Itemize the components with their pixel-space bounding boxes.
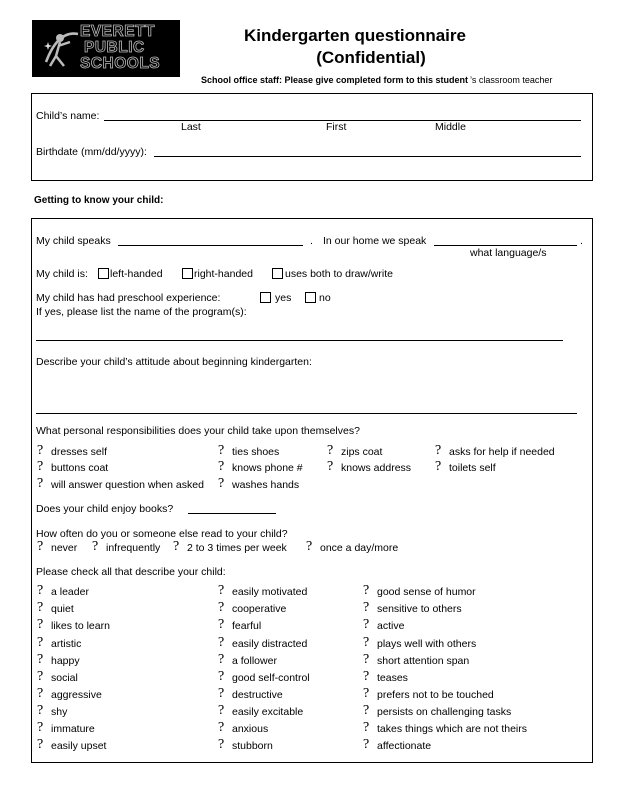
- responsibility-item: zips coat: [341, 446, 383, 458]
- trait-item: quiet: [51, 603, 74, 615]
- trait-checkbox[interactable]: ?: [37, 600, 44, 615]
- trait-item: short attention span: [377, 655, 470, 667]
- trait-checkbox[interactable]: ?: [218, 617, 225, 632]
- home-speak-dot: .: [580, 235, 583, 247]
- trait-item: destructive: [232, 689, 283, 701]
- responsibility-item: washes hands: [232, 479, 300, 491]
- responsibility-checkbox[interactable]: ?: [37, 459, 44, 474]
- getting-to-know-heading: Getting to know your child:: [34, 195, 164, 206]
- read-frequency-checkbox[interactable]: ?: [306, 539, 313, 554]
- home-speak-field[interactable]: [434, 245, 577, 246]
- trait-item: likes to learn: [51, 620, 110, 632]
- read-frequency-item: never: [51, 542, 78, 554]
- trait-checkbox[interactable]: ?: [37, 686, 44, 701]
- trait-checkbox[interactable]: ?: [363, 720, 370, 735]
- trait-checkbox[interactable]: ?: [218, 686, 225, 701]
- speaks-dot: .: [310, 235, 313, 247]
- trait-checkbox[interactable]: ?: [218, 583, 225, 598]
- program-label: If yes, please list the name of the program(s):: [36, 306, 247, 318]
- left-handed-checkbox[interactable]: [98, 268, 109, 279]
- trait-item: artistic: [51, 638, 82, 650]
- child-info-box: [31, 93, 593, 181]
- trait-item: good sense of humor: [377, 586, 476, 598]
- staff-note-tail: ’s classroom teacher: [470, 75, 553, 85]
- trait-checkbox[interactable]: ?: [363, 652, 370, 667]
- trait-item: anxious: [232, 723, 269, 735]
- speaks-field[interactable]: [118, 245, 303, 246]
- trait-item: affectionate: [377, 740, 432, 752]
- trait-checkbox[interactable]: ?: [218, 737, 225, 752]
- trait-item: good self-control: [232, 672, 310, 684]
- trait-checkbox[interactable]: ?: [218, 652, 225, 667]
- middle-label: Middle: [435, 121, 466, 133]
- trait-checkbox[interactable]: ?: [363, 635, 370, 650]
- trait-item: aggressive: [51, 689, 102, 701]
- star-figure-icon: [38, 26, 82, 70]
- trait-item: sensitive to others: [377, 603, 462, 615]
- responsibility-checkbox[interactable]: ?: [327, 443, 334, 458]
- responsibilities-label: What personal responsibilities does your child take upon themselves?: [36, 425, 360, 437]
- both-hands-label: uses both to draw/write: [285, 268, 393, 280]
- trait-checkbox[interactable]: ?: [218, 635, 225, 650]
- logo-line1: EVERETT: [80, 23, 155, 40]
- birthdate-label: Birthdate (mm/dd/yyyy):: [36, 146, 147, 158]
- staff-note: School office staff: Please give completed form to this student: [201, 75, 469, 85]
- trait-checkbox[interactable]: ?: [37, 583, 44, 598]
- trait-item: shy: [51, 706, 68, 718]
- preschool-yes-label: yes: [275, 292, 292, 304]
- trait-item: plays well with others: [377, 638, 477, 650]
- attitude-label: Describe your child’s attitude about beginning kindergarten:: [36, 356, 312, 368]
- trait-item: easily upset: [51, 740, 107, 752]
- attitude-field[interactable]: [36, 413, 577, 414]
- responsibility-item: dresses self: [51, 446, 108, 458]
- trait-checkbox[interactable]: ?: [37, 635, 44, 650]
- trait-item: prefers not to be touched: [377, 689, 494, 701]
- trait-checkbox[interactable]: ?: [37, 617, 44, 632]
- responsibility-checkbox[interactable]: ?: [435, 443, 442, 458]
- trait-item: social: [51, 672, 78, 684]
- describe-label: Please check all that describe your child:: [36, 566, 226, 578]
- trait-checkbox[interactable]: ?: [363, 617, 370, 632]
- language-sub-label: what language/s: [470, 247, 547, 259]
- responsibility-item: toilets self: [449, 462, 496, 474]
- responsibility-checkbox[interactable]: ?: [218, 476, 225, 491]
- trait-item: immature: [51, 723, 95, 735]
- preschool-no-checkbox[interactable]: [305, 292, 316, 303]
- books-label: Does your child enjoy books?: [36, 503, 174, 515]
- preschool-label: My child has had preschool experience:: [36, 292, 221, 304]
- speaks-label: My child speaks: [36, 235, 111, 247]
- responsibility-item: asks for help if needed: [449, 446, 555, 458]
- responsibility-item: knows phone #: [232, 462, 303, 474]
- logo-line3: SCHOOLS: [80, 55, 161, 72]
- responsibility-item: knows address: [341, 462, 412, 474]
- birthdate-field[interactable]: [154, 156, 581, 157]
- trait-checkbox[interactable]: ?: [37, 720, 44, 735]
- home-speak-label: In our home we speak: [323, 235, 427, 247]
- trait-item: happy: [51, 655, 80, 667]
- responsibility-item: will answer question when asked: [51, 479, 204, 491]
- read-frequency-checkbox[interactable]: ?: [92, 539, 99, 554]
- trait-checkbox[interactable]: ?: [363, 669, 370, 684]
- trait-checkbox[interactable]: ?: [363, 737, 370, 752]
- responsibility-checkbox[interactable]: ?: [327, 459, 334, 474]
- child-is-label: My child is:: [36, 268, 88, 280]
- read-frequency-checkbox[interactable]: ?: [173, 539, 180, 554]
- trait-item: a follower: [232, 655, 277, 667]
- logo-line2: PUBLIC: [84, 39, 145, 56]
- right-handed-label: right-handed: [194, 268, 253, 280]
- trait-checkbox[interactable]: ?: [37, 652, 44, 667]
- trait-checkbox[interactable]: ?: [37, 737, 44, 752]
- page-title: Kindergarten questionnaire: [244, 26, 466, 45]
- responsibility-checkbox[interactable]: ?: [37, 476, 44, 491]
- program-field[interactable]: [36, 340, 563, 341]
- responsibility-checkbox[interactable]: ?: [435, 459, 442, 474]
- trait-checkbox[interactable]: ?: [363, 600, 370, 615]
- books-field[interactable]: [188, 513, 276, 514]
- first-label: First: [326, 121, 347, 133]
- responsibility-checkbox[interactable]: ?: [218, 443, 225, 458]
- responsibility-checkbox[interactable]: ?: [37, 443, 44, 458]
- trait-checkbox[interactable]: ?: [37, 669, 44, 684]
- both-hands-checkbox[interactable]: [272, 268, 283, 279]
- trait-checkbox[interactable]: ?: [218, 720, 225, 735]
- responsibility-item: buttons coat: [51, 462, 109, 474]
- read-frequency-item: once a day/more: [320, 542, 399, 554]
- trait-item: a leader: [51, 586, 89, 598]
- left-handed-label: left-handed: [110, 268, 163, 280]
- trait-item: easily motivated: [232, 586, 308, 598]
- trait-checkbox[interactable]: ?: [218, 703, 225, 718]
- trait-item: fearful: [232, 620, 262, 632]
- read-label: How often do you or someone else read to your child?: [36, 528, 288, 540]
- read-frequency-checkbox[interactable]: ?: [37, 539, 44, 554]
- trait-item: teases: [377, 672, 408, 684]
- preschool-yes-checkbox[interactable]: [260, 292, 271, 303]
- page-subtitle: (Confidential): [316, 48, 426, 67]
- last-label: Last: [181, 121, 201, 133]
- read-frequency-item: 2 to 3 times per week: [187, 542, 287, 554]
- trait-checkbox[interactable]: ?: [363, 703, 370, 718]
- read-frequency-item: infrequently: [106, 542, 161, 554]
- trait-checkbox[interactable]: ?: [218, 600, 225, 615]
- preschool-no-label: no: [319, 292, 331, 304]
- trait-item: easily distracted: [232, 638, 308, 650]
- responsibility-item: ties shoes: [232, 446, 280, 458]
- trait-item: cooperative: [232, 603, 287, 615]
- trait-item: takes things which are not theirs: [377, 723, 527, 735]
- trait-checkbox[interactable]: ?: [218, 669, 225, 684]
- right-handed-checkbox[interactable]: [182, 268, 193, 279]
- trait-item: persists on challenging tasks: [377, 706, 512, 718]
- childs-name-label: Child’s name:: [36, 110, 100, 122]
- responsibility-checkbox[interactable]: ?: [218, 459, 225, 474]
- everett-logo: [32, 20, 180, 77]
- trait-item: easily excitable: [232, 706, 304, 718]
- trait-item: stubborn: [232, 740, 273, 752]
- trait-checkbox[interactable]: ?: [363, 583, 370, 598]
- trait-item: active: [377, 620, 405, 632]
- trait-checkbox[interactable]: ?: [363, 686, 370, 701]
- trait-checkbox[interactable]: ?: [37, 703, 44, 718]
